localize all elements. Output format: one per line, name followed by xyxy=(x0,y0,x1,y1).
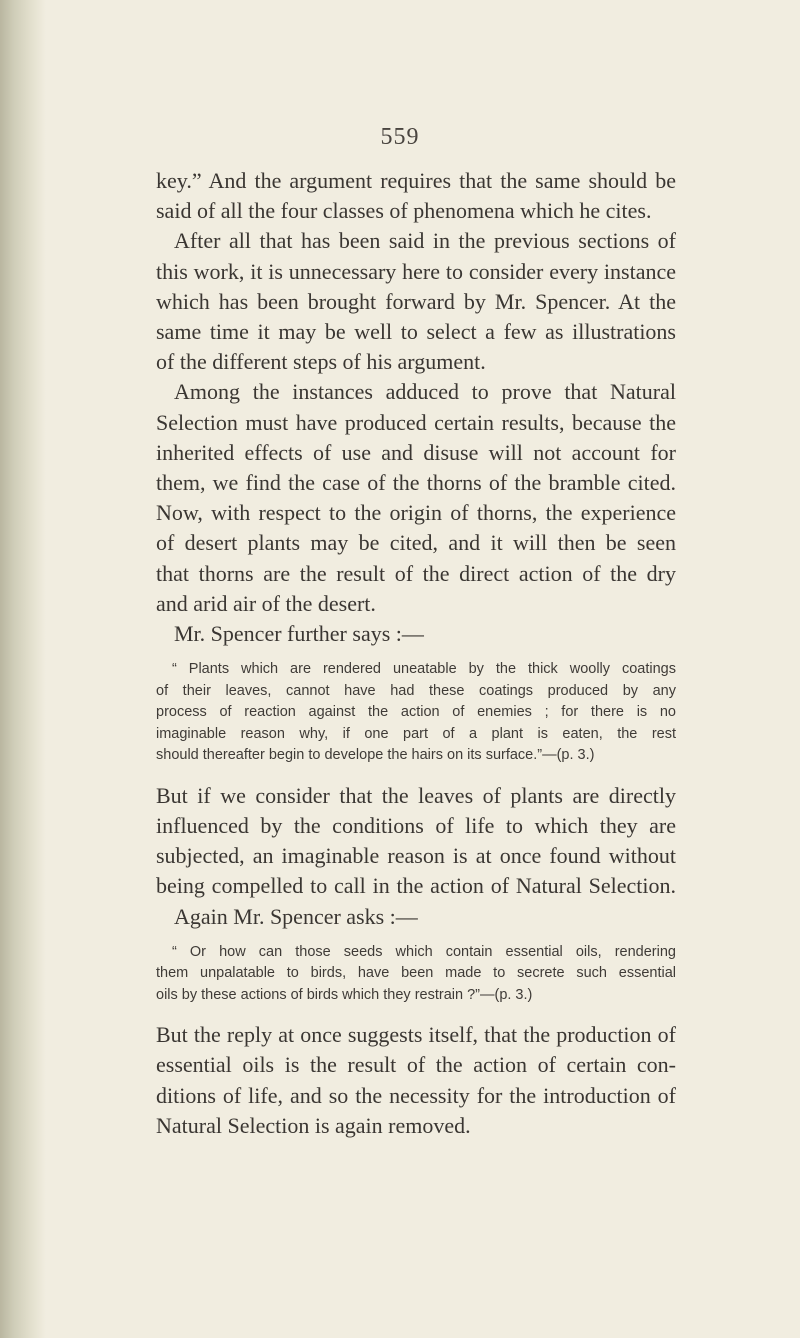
page-gutter-shadow xyxy=(0,0,46,1338)
text-line: influenced by the conditions of life to which they are xyxy=(156,812,676,838)
spacer xyxy=(156,932,676,942)
text-line: being compelled to call in the action of Natural Selection. xyxy=(156,873,676,899)
block-quote xyxy=(156,942,676,1007)
text-line: Among the instances adduced to prove that Natural xyxy=(174,379,676,405)
text-line: said of all the four classes of phenomena which he cites. xyxy=(156,198,652,224)
paragraph xyxy=(156,619,676,649)
text-line: and arid air of the desert. xyxy=(156,590,376,616)
text-line: subjected, an imaginable reason is at once found without xyxy=(156,843,676,869)
text-line: Now, with respect to the origin of thorns, the experience xyxy=(156,500,676,526)
paragraph xyxy=(156,377,676,619)
paragraph xyxy=(156,226,676,377)
text-line: Selection must have produced certain results, because the xyxy=(156,409,676,435)
block-quote xyxy=(156,659,676,767)
text-line: Again Mr. Spencer asks :— xyxy=(174,903,418,929)
text-line: Natural Selection is again removed. xyxy=(156,1112,471,1138)
text-line: inherited effects of use and disuse will not account for xyxy=(156,439,676,465)
text-line: But the reply at once suggests itself, that the production of xyxy=(156,1022,676,1048)
text-line: essential oils is the result of the action of certain con- xyxy=(156,1052,676,1078)
quote-line: oils by these actions of birds which they restrain ?”—(p. 3.) xyxy=(156,986,533,1003)
quote-line: of their leaves, cannot have had these coatings produced by any xyxy=(156,682,676,699)
paragraph xyxy=(156,902,676,932)
quote-line: “ Plants which are rendered uneatable by the thick woolly coatings xyxy=(172,661,676,678)
text-line: of desert plants may be cited, and it will then be seen xyxy=(156,530,676,556)
page-body xyxy=(156,166,676,1141)
paragraph xyxy=(156,1020,676,1141)
quote-line: should thereafter begin to develope the hairs on its surface.”—(p. 3.) xyxy=(156,747,595,764)
spacer xyxy=(156,767,676,781)
text-line: ditions of life, and so the necessity for the introduction of xyxy=(156,1082,676,1108)
text-line: same time it may be well to select a few as illustrations xyxy=(156,319,676,345)
paragraph xyxy=(156,166,676,226)
text-line: Mr. Spencer further says :— xyxy=(174,621,424,647)
text-line: But if we consider that the leaves of plants are directly xyxy=(156,782,676,808)
page-number: 559 xyxy=(380,124,420,150)
text-line: key.” And the argument requires that the same should be xyxy=(156,168,676,193)
text-line: of the different steps of his argument. xyxy=(156,349,486,375)
text-line: this work, it is unnecessary here to consider every instance xyxy=(156,258,676,284)
text-line: that thorns are the result of the direct action of the dry xyxy=(156,560,676,586)
paragraph xyxy=(156,781,676,902)
text-line: which has been brought forward by Mr. Spencer. At the xyxy=(156,288,676,314)
quote-line: process of reaction against the action of enemies ; for there is no xyxy=(156,704,676,721)
spacer xyxy=(156,649,676,659)
quote-line: them unpalatable to birds, have been made to secrete such essential xyxy=(156,965,676,982)
text-line: After all that has been said in the previous sections of xyxy=(174,228,676,254)
quote-line: imaginable reason why, if one part of a plant is eaten, the rest xyxy=(156,725,676,742)
quote-line: “ Or how can those seeds which contain essential oils, rendering xyxy=(172,943,676,960)
text-line: them, we find the case of the thorns of the bramble cited. xyxy=(156,470,676,496)
spacer xyxy=(156,1006,676,1020)
